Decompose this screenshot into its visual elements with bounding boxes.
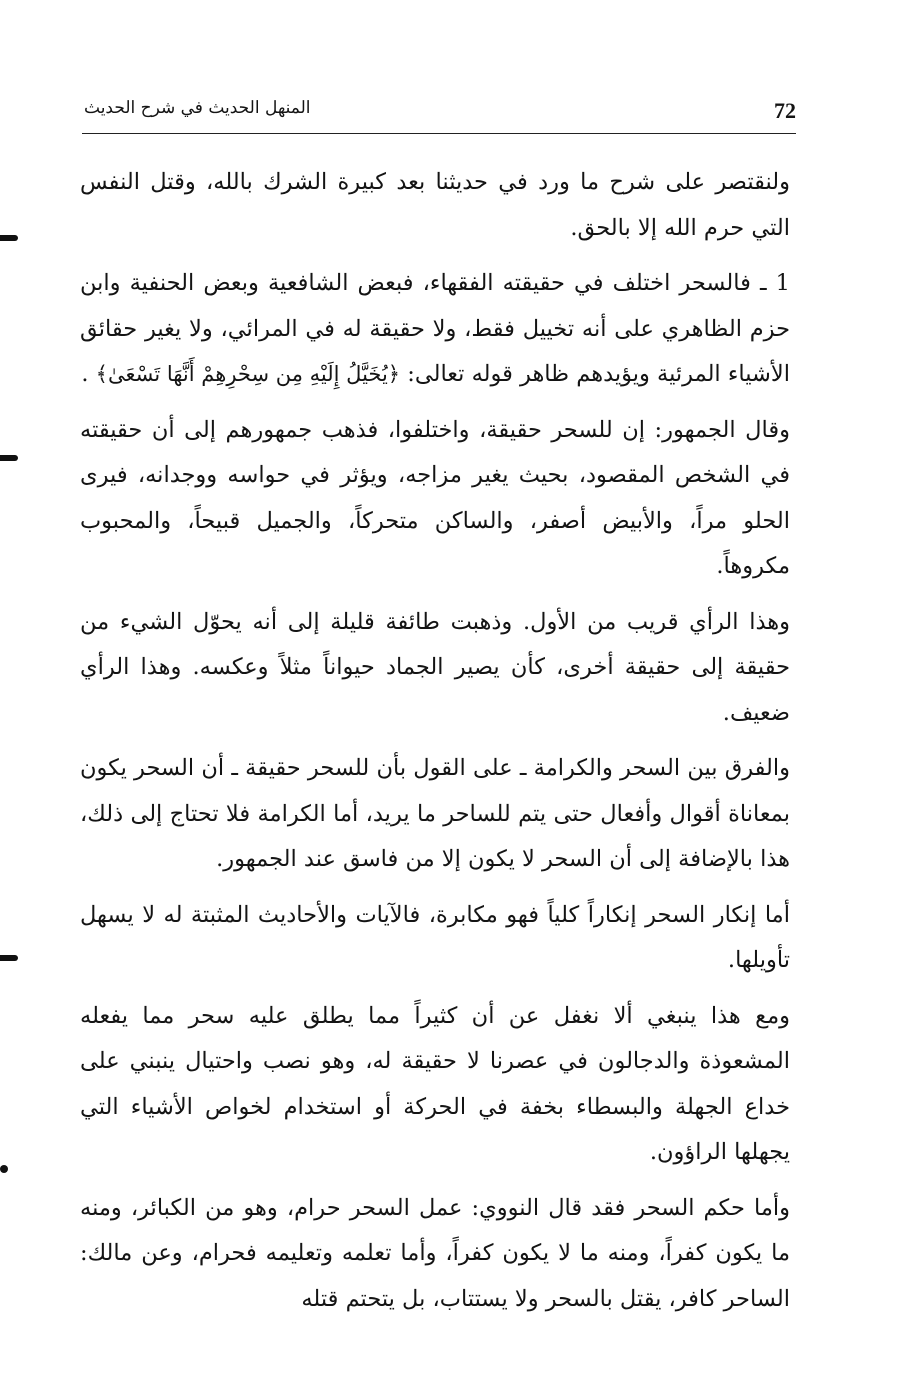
page-number: 72 — [774, 98, 796, 123]
paragraph: وهذا الرأي قريب من الأول. وذهبت طائفة قليلة إلى أنه يحوّل الشيء من حقيقة إلى حقيقة أخرى، كأن يصير الجماد حيواناً مثلاً وعكسه. وهذا الرأي ضعيف. — [80, 608, 790, 726]
paragraph: وأما حكم السحر فقد قال النووي: عمل السحر حرام، وهو من الكبائر، ومنه ما يكون كفراً، ومنه ما لا يكون كفراً، وأما تعلمه وتعليمه فحرام، وعن مالك: الساحر كافر، يقتل بالسحر ولا يستتاب، بل يتحتم قتله — [80, 1194, 790, 1312]
margin-mark — [0, 235, 18, 241]
paragraph: ومع هذا ينبغي ألا نغفل عن أن كثيراً مما يطلق عليه سحر مما يفعله المشعوذة والدجالون في عصرنا لا حقيقة له، وهو نصب واحتيال ينبني على خداع الجهلة والبسطاء بخفة في الحركة أو استخدام لخواص الأشياء التي يجهلها الراؤون. — [80, 1002, 790, 1165]
running-title: المنهل الحديث في شرح الحديث — [84, 98, 311, 118]
header-rule — [82, 133, 796, 134]
paragraph: وقال الجمهور: إن للسحر حقيقة، واختلفوا، فذهب جمهورهم إلى أن حقيقته في الشخص المقصود، بحيث يغير مزاجه، ويؤثر في حواسه ووجدانه، فيرى الحلو مراً، والأبيض أصفر، والساكن متحركاً، والجميل قبيحاً، والمحبوب مكروهاً. — [80, 416, 790, 579]
quran-verse: ﴿يُخَيَّلُ إِلَيْهِ مِن سِحْرِهِمْ أَنَّهَا تَسْعَىٰ﴾ — [95, 362, 401, 386]
paragraph: أما إنكار السحر إنكاراً كلياً فهو مكابرة، فالآيات والأحاديث المثبتة له لا يسهل تأويلها. — [80, 901, 790, 973]
body-text — [80, 160, 790, 1332]
margin-mark — [0, 955, 18, 961]
verse-end: . — [81, 361, 96, 387]
margin-mark — [0, 455, 18, 461]
paragraph: ولنقتصر على شرح ما ورد في حديثنا بعد كبيرة الشرك بالله، وقتل النفس التي حرم الله إلا بالحق. — [80, 169, 790, 241]
paragraph-with-verse — [80, 261, 790, 398]
paragraph-text: 1 ـ فالسحر اختلف في حقيقته الفقهاء، فبعض الشافعية وبعض الحنفية وابن حزم الظاهري على أنه تخييل فقط، ولا حقيقة له في المرائي، ولا يغير حقائق الأشياء المرئية ويؤيدهم ظاهر قوله تعالى: — [80, 270, 790, 387]
page-header — [82, 96, 796, 136]
margin-mark — [0, 1165, 8, 1173]
paragraph: والفرق بين السحر والكرامة ـ على القول بأن للسحر حقيقة ـ أن السحر يكون بمعاناة أقوال وأفعال حتى يتم للساحر ما يريد، أما الكرامة فلا تحتاج إلى ذلك، هذا بالإضافة إلى أن السحر لا يكون إلا من فاسق عند الجمهور. — [80, 755, 790, 872]
